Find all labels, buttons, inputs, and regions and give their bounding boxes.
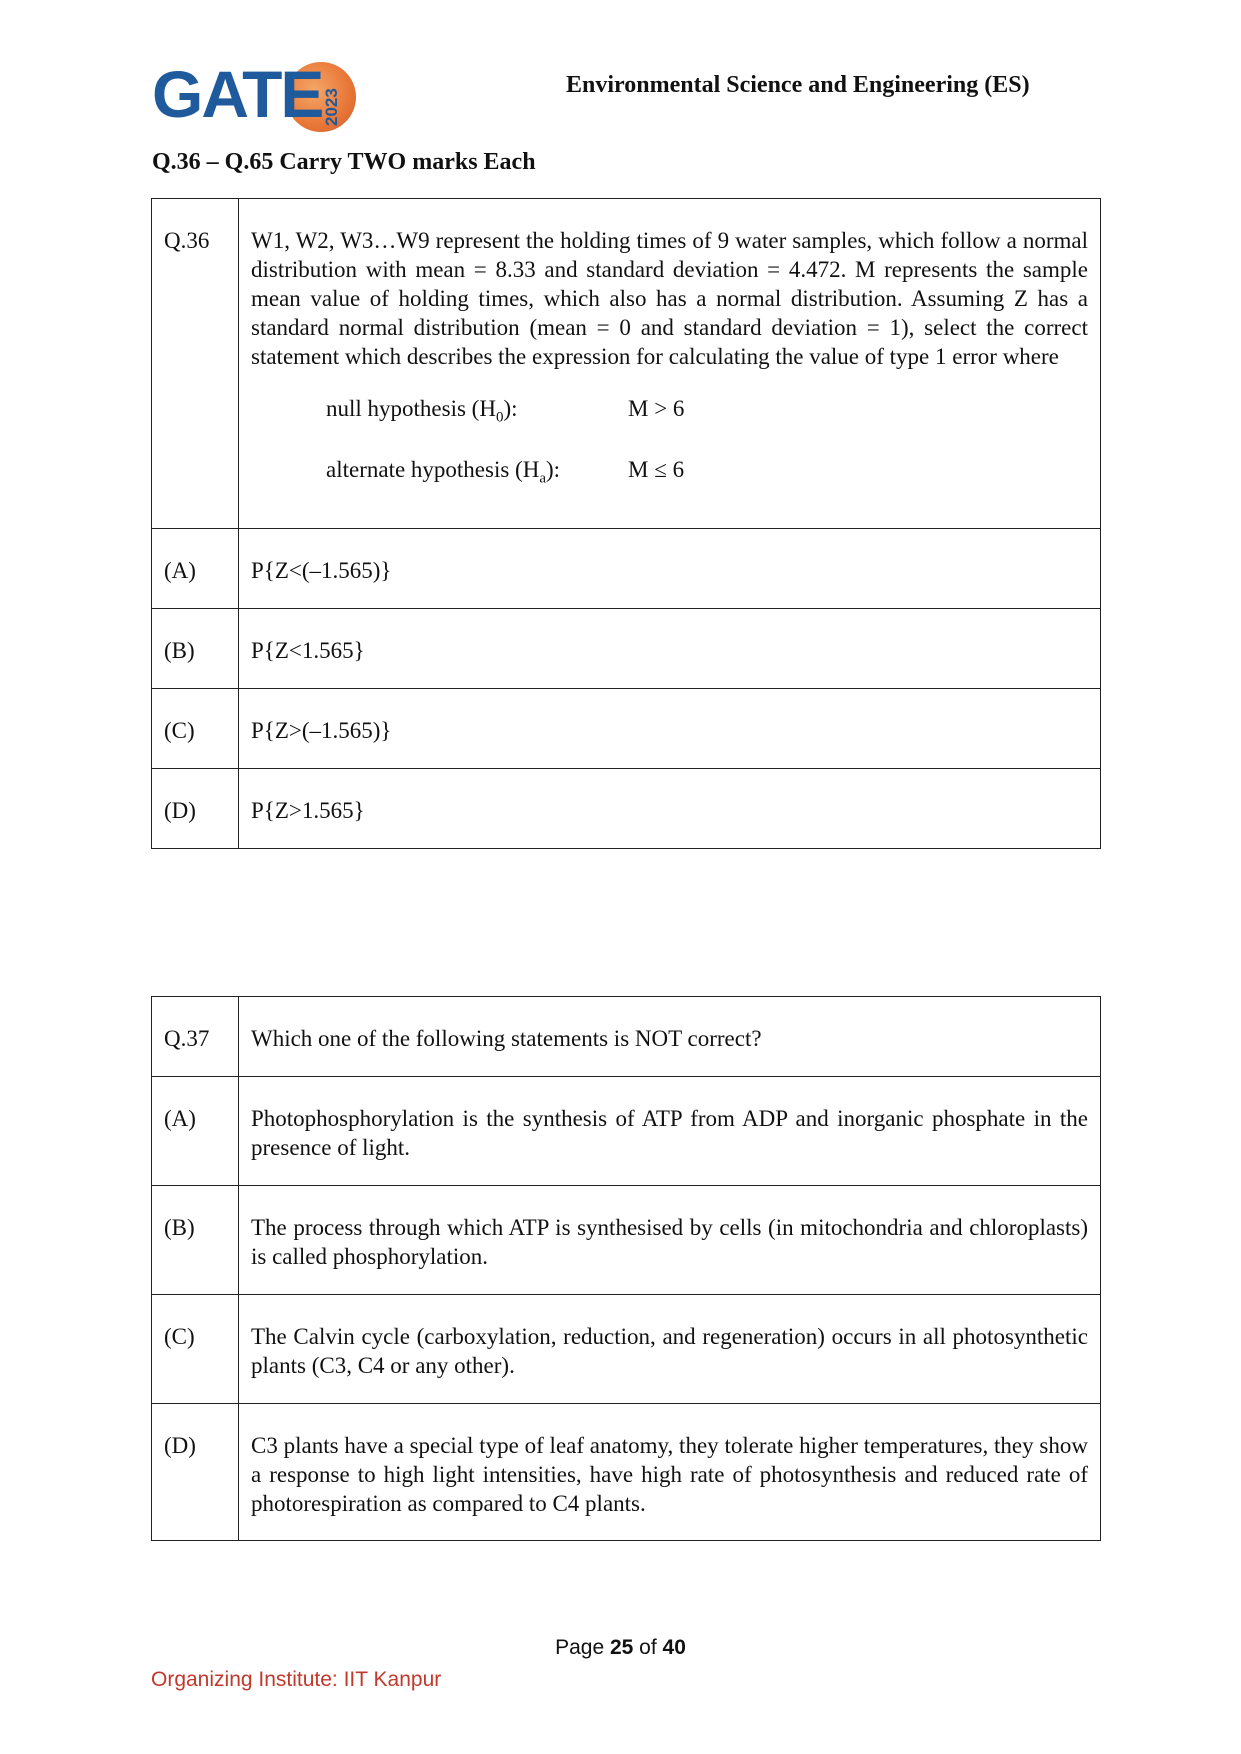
question-stem: W1, W2, W3…W9 represent the holding times of 9 water samples, which follow a normal distribution with mean = 8.33 and standard deviation = 4.472. M represents the sample mean value of holding times, which also has a normal distribution. Assuming Z has a standard normal distribution (mean = 0 and standard deviation = 1), select the correct statement which describes the expression for calculating the value of type 1 error where [251,228,1088,369]
paper-title: Environmental Science and Engineering (ES) [566,72,1030,98]
question-row [152,199,1101,529]
null-hypothesis-label: null hypothesis $(H_0)$: [326,396,518,426]
section-title: Q.36 – Q.65 Carry TWO marks Each [152,149,536,175]
option-label: (D) [152,1404,239,1541]
option-text[interactable]: P{Z>(–1.565)} [239,689,1101,769]
page-number: Page 25 of 40 [555,1636,686,1659]
alternate-hypothesis [251,455,1088,494]
option-text[interactable]: P{Z>1.565} [239,769,1101,849]
logo-year: 2023 [322,88,341,126]
option-label: (D) [152,769,239,849]
null-hypothesis [251,394,1088,433]
question-36-table [151,198,1101,849]
option-row[interactable] [152,1186,1101,1295]
question-37-table [151,996,1101,1541]
option-row[interactable] [152,529,1101,609]
option-label: (A) [152,1077,239,1186]
question-number: Q.36 [152,199,239,529]
null-hypothesis-value: M > 6 [628,396,685,421]
alternate-hypothesis-label: alternate hypothesis $(H_a)$: [326,456,561,487]
organizer-text: Organizing Institute: IIT Kanpur [151,1668,442,1691]
option-label: (C) [152,689,239,769]
option-text[interactable]: The process through which ATP is synthesised by cells (in mitochondria and chloroplasts) is called phosphorylation. [239,1186,1101,1295]
question-row [152,997,1101,1077]
option-text[interactable]: P{Z<1.565} [239,609,1101,689]
alternate-hypothesis-value: M ≤ 6 [628,456,685,482]
option-row[interactable] [152,1077,1101,1186]
option-label: (C) [152,1295,239,1404]
question-number: Q.37 [152,997,239,1077]
option-text[interactable]: The Calvin cycle (carboxylation, reduction, and regeneration) occurs in all photosynthetic plants (C3, C4 or any other). [239,1295,1101,1404]
option-row[interactable] [152,1295,1101,1404]
logo-text: GATE [152,57,323,131]
option-row[interactable] [152,689,1101,769]
gate-logo [152,58,362,130]
question-text [239,199,1101,529]
option-row[interactable] [152,609,1101,689]
option-text[interactable]: P{Z<(–1.565)} [239,529,1101,609]
option-label: (B) [152,1186,239,1295]
option-text[interactable]: Photophosphorylation is the synthesis of ATP from ADP and inorganic phosphate in the presence of light. [239,1077,1101,1186]
option-row[interactable] [152,769,1101,849]
option-label: (B) [152,609,239,689]
question-text: Which one of the following statements is NOT correct? [239,997,1101,1077]
option-row[interactable] [152,1404,1101,1541]
option-text[interactable]: C3 plants have a special type of leaf anatomy, they tolerate higher temperatures, they show a response to high light intensities, have high rate of photosynthesis and reduced rate of photorespiration as compared to C4 plants. [239,1404,1101,1541]
option-label: (A) [152,529,239,609]
